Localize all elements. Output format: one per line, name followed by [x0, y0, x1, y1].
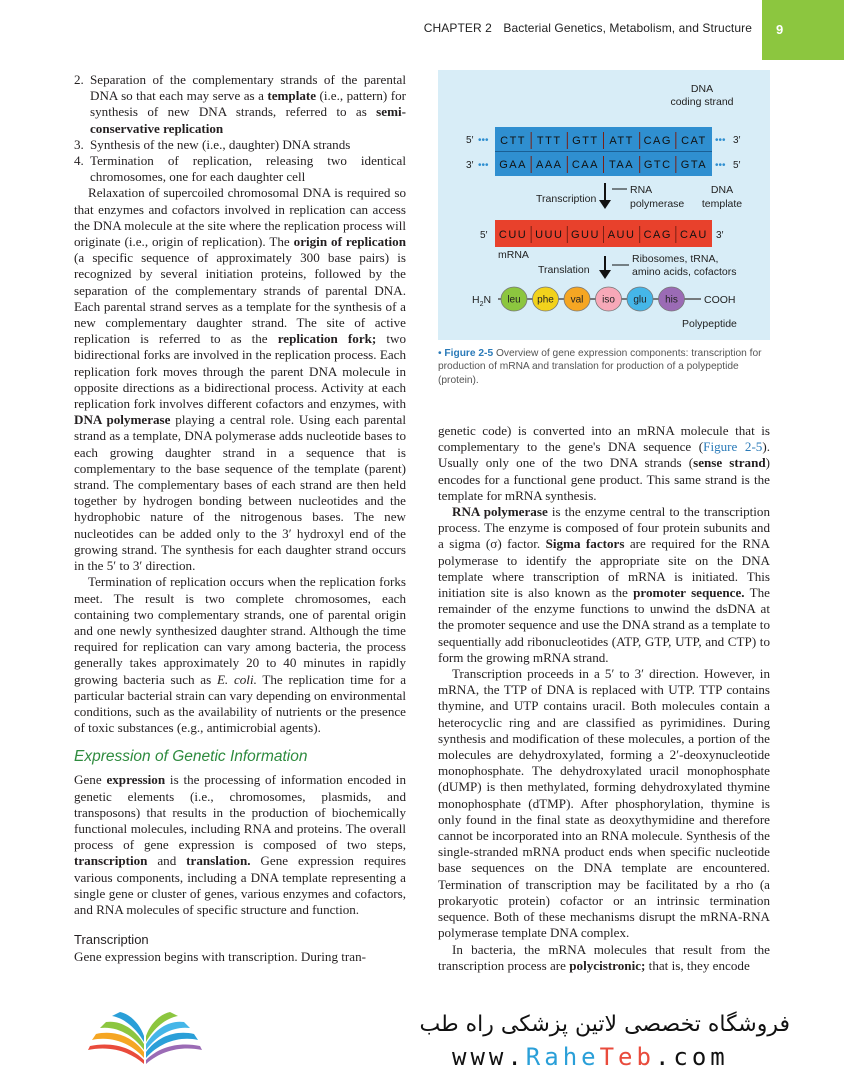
- translation-label: Translation: [538, 264, 590, 276]
- figure-label: Figure 2-5: [444, 348, 494, 359]
- mrna-5-prime: 5′: [480, 230, 488, 241]
- bottom-right-dots: •••: [715, 160, 726, 171]
- amino-acid-label: val: [570, 294, 584, 306]
- amino-acid-label: his: [665, 294, 678, 306]
- amino-acid-label: iso: [602, 294, 615, 306]
- codon: AUU: [607, 229, 636, 241]
- bold-term: polycistronic;: [569, 957, 646, 973]
- list-number: 3.: [74, 136, 84, 152]
- subheading: Transcription: [74, 932, 149, 948]
- mrna-label: mRNA: [498, 249, 529, 261]
- dna-template-label-2: template: [701, 198, 743, 210]
- italic-term: E. coli.: [216, 671, 257, 687]
- bottom-5-prime: 5′: [733, 160, 741, 171]
- paragraph: RNA polymerase is the enzyme central to the transcription process. The enzyme is composed of four protein subunits and a sigma (σ) factor. Sigma factors are required for the RNA polymerase to identify the appropriate site on the DNA template where transcription of mRNA is initiated. This initiation site is also known as the promoter sequence. The remainder of the enzyme functions to unwind the dsDNA at the promoter sequence and use the DNA strand as a template to sequentially add ribonucleotides (ATP, GTP, UTP, and CTP) to form the growing mRNA strand.: [438, 504, 770, 665]
- codon: CAG: [643, 135, 672, 147]
- list-text: Separation of the complementary strands of the parental DNA so that each may serve as a: [90, 72, 406, 104]
- codon: CUU: [498, 229, 528, 241]
- codon: GUU: [570, 229, 600, 241]
- top-5-prime: 5′: [466, 135, 474, 146]
- paragraph: Gene expression is the processing of information encoded in genetic elements (i.e., chromosomes, plasmids, and transposons) that results in the production of biochemically functional molecules, including RNA and proteins. The overall process of gene expression is composed of two steps, transcription and translation. Gene expression requires various components, including a DNA template representing a single gene or cluster of genes, various enzymes and cofactors, and RNA molecules of specific structure and function.: [74, 772, 407, 917]
- codon: AAA: [535, 159, 563, 171]
- section-heading: Expression of Genetic Information: [74, 748, 308, 766]
- rna-polymerase-label-2: polymerase: [630, 198, 685, 210]
- caption-bullet: •: [438, 348, 442, 359]
- bold-term: Sigma factors: [545, 536, 625, 552]
- bold-term: replication fork;: [277, 331, 377, 347]
- codon: UUU: [535, 229, 564, 241]
- replication-steps-list: [74, 72, 406, 185]
- bottom-left-dots: •••: [478, 160, 489, 171]
- list-item: [74, 137, 406, 153]
- codon: GTA: [680, 159, 708, 171]
- bottom-3-prime: 3′: [466, 160, 474, 171]
- figure-2-5: [438, 70, 770, 340]
- dna-coding-label-2: coding strand: [670, 96, 734, 108]
- chapter-title: Bacterial Genetics, Metabolism, and Structure: [503, 21, 752, 35]
- figure-caption: [438, 347, 774, 387]
- gene-expression-diagram: [438, 70, 770, 340]
- codon: GTC: [643, 159, 672, 171]
- paragraph: genetic code) is converted into an mRNA molecule that is complementary to the gene's DNA sequence (Figure 2-5). Usually only one of the two DNA strands (sense strand) encodes for a functional gene product. This same strand is the template for mRNA synthesis.: [438, 423, 771, 503]
- codon: CAU: [680, 229, 708, 241]
- list-text: (i.e., pattern) for synthesis of new DNA strands, referred to as: [90, 88, 407, 120]
- list-number: 4.: [74, 153, 84, 169]
- left-column: [74, 72, 406, 965]
- amino-acid-label: leu: [507, 294, 521, 306]
- list-text: Synthesis of the new (i.e., daughter) DNA strands: [90, 136, 351, 152]
- bold-term: origin of replication: [293, 234, 406, 250]
- codon: ATT: [609, 135, 634, 147]
- codon: GTT: [572, 135, 599, 147]
- polypeptide-label: Polypeptide: [682, 318, 737, 330]
- bold-term: transcription: [74, 853, 148, 869]
- bold-term: expression: [106, 772, 166, 788]
- caption-text: Overview of gene expression components: transcription for production of mRNA and translation for production of a polypeptide (protein).: [438, 348, 762, 386]
- bold-term: translation.: [186, 853, 251, 869]
- running-head: [424, 21, 752, 35]
- rna-polymerase-label-1: RNA: [630, 184, 653, 196]
- ribosomes-label-2: amino acids, cofactors: [632, 266, 737, 278]
- store-url[interactable]: www.RaheTeb.com: [452, 1043, 729, 1071]
- codon: CAG: [643, 229, 672, 241]
- bold-term: DNA polymerase: [74, 412, 171, 428]
- list-text: Termination of replication, releasing two identical chromosomes, one for each daughter cell: [90, 153, 406, 185]
- top-3-prime: 3′: [733, 135, 741, 146]
- codon: GAA: [499, 159, 527, 171]
- amino-acid-label: phe: [537, 294, 554, 306]
- list-item: [74, 153, 406, 185]
- codon: TAA: [609, 159, 635, 171]
- bold-term: sense strand: [693, 455, 766, 471]
- paragraph: Relaxation of supercoiled chromosomal DNA is required so that enzymes and cofactors involved in replication can access the DNA molecule at the site where the replication process will originate (i.e., origin of replication). The origin of replication (a specific sequence of approximately 300 base pairs) is recognized by several initiation proteins, followed by the separation of the complementary strands of parental DNA. Each parental strand serves as a template for the synthesis of a new complementary daughter strand. The site of active replication is referred to as the replication fork; two bidirectional forks are involved in the replication process. Each replication fork moves through the parent DNA molecule in opposite directions as a bidirectional process. Activity at each replication fork involves different cofactors and enzymes, with DNA polymerase playing a central role. Using each parental strand as a template, DNA polymerase adds nucleotide bases to each growing daughter strand in a sequence that is complementary to the base sequence of the template (parent) strand. The complementary bases of each strand are then held together by hydrogen bonding between nucleotides and the hydrophobic nature of the nitrogenous bases. The new nucleotides can be added only to the 3′ hydroxyl end of the growing strand. The synthesis for each daughter strand occurs in the 5′ to 3′ direction.: [74, 185, 406, 574]
- amino-acid-label: glu: [633, 294, 647, 306]
- dna-coding-label-1: DNA: [690, 83, 714, 95]
- list-number: 2.: [74, 72, 84, 87]
- transcription-label: Transcription: [536, 193, 597, 205]
- top-right-dots: •••: [715, 135, 726, 146]
- codon: CTT: [500, 135, 527, 147]
- codon: TTT: [536, 135, 562, 147]
- right-column: [438, 423, 770, 974]
- bold-term: template: [267, 88, 317, 104]
- watermark: [0, 992, 844, 1080]
- chapter-label: CHAPTER 2: [423, 21, 492, 35]
- paragraph: Termination of replication occurs when the replication forks meet. The result is two complete chromosomes, each containing two complementary strands, one of parental origin and one newly synthesized daughter strand. Although the time required for replication can vary among bacteria, the process generally takes approximately 20 to 40 minutes in rapidly growing bacteria such as E. coli. The replication time for a particular bacterial strain can vary depending on environmental conditions, such as the availability of nutrients or the presence of toxic substances (e.g., antimicrobial agents).: [74, 574, 407, 736]
- bold-term: semi-conservative replication: [90, 104, 406, 136]
- cooh-label: COOH: [704, 294, 736, 306]
- translation-arrowhead: [599, 270, 611, 279]
- page-number: 9: [762, 0, 844, 60]
- mrna-3-prime: 3′: [716, 230, 724, 241]
- page-header: [0, 0, 844, 60]
- store-name: فروشگاه تخصصی لاتین پزشکی راه طب: [419, 1012, 790, 1037]
- open-book-logo-icon: [80, 1006, 210, 1072]
- h2n-label: $H_2N$: [472, 294, 492, 308]
- paragraph: In bacteria, the mRNA molecules that result from the transcription process are polycistronic; that is, they encode: [438, 941, 770, 973]
- bold-term: promoter sequence.: [633, 585, 745, 601]
- figure-reference-link[interactable]: Figure 2-5: [703, 439, 763, 455]
- paragraph: Transcription proceeds in a 5′ to 3′ direction. However, in mRNA, the TTP of DNA is replaced with UTP. TTP contains thymine, and UTP contains uracil. Both molecules contain a heterocyclic ring and are classified as pyrimidines. During synthesis and modification of these molecules, a portion of the molecules are dehydroxylated, forming a 2′-deoxynucleotide monophosphate. The dehydroxylated uracil monophosphate (dUMP) is then methylated, forming dehydroxylated thymine monophosphate (dTMP). After phosphorylation, thymine is only found in the final state as deoxythymidine and therefore cannot be incorporated into an RNA molecule. Synthesis of the single-stranded mRNA product ends when specific nucleotide base sequences on the DNA template are encountered. Termination of transcription may be facilitated by a rho (a prokaryotic protein) cofactor or an intrinsic termination sequence. Both of these mechanisms disrupt the mRNA-RNA polymerase template DNA complex.: [438, 666, 770, 941]
- paragraph: Gene expression begins with transcription. During tran-: [74, 949, 366, 965]
- top-left-dots: •••: [478, 135, 489, 146]
- codon: CAT: [681, 135, 707, 147]
- codon: CAA: [571, 159, 599, 171]
- transcription-arrowhead: [599, 200, 611, 209]
- bold-term: RNA polymerase: [452, 504, 548, 520]
- ribosomes-label-1: Ribosomes, tRNA,: [632, 253, 719, 265]
- dna-template-label-1: DNA: [710, 184, 734, 196]
- list-item: [74, 72, 406, 137]
- top-strand-codons: [500, 132, 707, 149]
